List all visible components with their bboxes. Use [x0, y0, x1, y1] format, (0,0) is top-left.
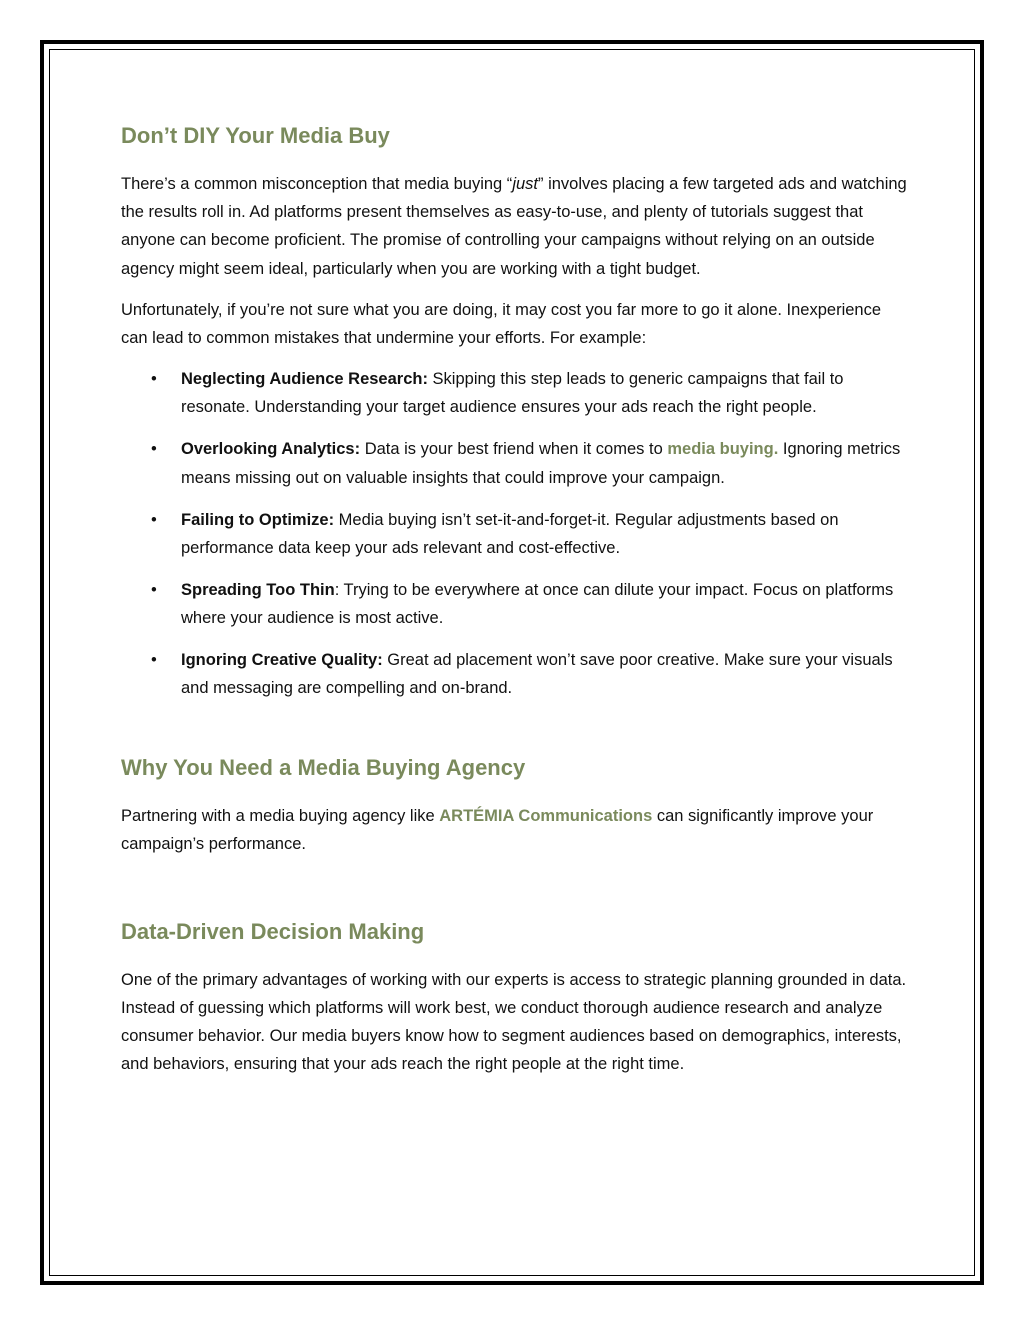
list-item	[121, 365, 911, 421]
bullet-icon: •	[151, 580, 157, 599]
paragraph-data-driven: One of the primary advantages of working with our experts is access to strategic planning grounded in data. Instead of guessing which platforms will work best, we conduct thorough audience research and analyze consumer behavior. Our media buyers know how to segment audiences based on demographics, interests, and behaviors, ensuring that your ads reach the right people at the right time.	[121, 970, 907, 1074]
mistakes-list	[121, 365, 911, 702]
list-item	[121, 506, 911, 562]
heading-dont-diy: Don’t DIY Your Media Buy	[121, 123, 390, 148]
paragraph-unfortunately: Unfortunately, if you’re not sure what you are doing, it may cost you far more to go it alone. Inexperience can lead to common mistakes that undermine your efforts. For example:	[121, 300, 882, 348]
bullet-icon: •	[151, 370, 157, 389]
list-item-title: Ignoring Creative Quality:	[181, 651, 383, 670]
list-item-text: Ignoring metrics means missing out on valuable insights that could improve your campaign.	[181, 440, 901, 487]
list-item-title: Spreading Too Thin	[181, 580, 335, 599]
bullet-icon: •	[151, 440, 157, 459]
heading-why-agency: Why You Need a Media Buying Agency	[121, 755, 526, 781]
bullet-icon: •	[151, 651, 157, 670]
list-item-text: : Trying to be everywhere at once can dilute your impact. Focus on platforms where your audience is most active.	[181, 580, 894, 628]
list-item-text: Data is your best friend when it comes to	[360, 440, 668, 459]
bullet-icon: •	[151, 510, 157, 529]
paragraph-partnering: Partnering with a media buying agency like ARTÉMIA Communications can significantly improve your campaign’s performance.	[121, 807, 874, 854]
media-buying-link[interactable]: media buying.	[667, 440, 779, 459]
paragraph-misconception: There’s a common misconception that media buying “just” involves placing a few targeted ads and watching the results roll in. Ad platforms present themselves as easy-to-use, and plenty of tutorials suggest that anyone can become proficient. The promise of controlling your campaigns without relying on an outside agency might seem ideal, particularly when you are working with a tight budget.	[121, 175, 907, 278]
list-item-title: Overlooking Analytics:	[181, 440, 361, 459]
list-item-title: Neglecting Audience Research:	[181, 370, 428, 389]
heading-data-driven: Data-Driven Decision Making	[121, 918, 425, 944]
list-item-title: Failing to Optimize:	[181, 510, 335, 529]
document-body	[121, 118, 911, 1078]
list-item-text: Media buying isn’t set-it-and-forget-it. Regular adjustments based on performance data keep your ads relevant and cost-effective.	[181, 510, 839, 557]
artemia-link[interactable]: ARTÉMIA Communications	[439, 807, 653, 826]
list-item-text: Skipping this step leads to generic campaigns that fail to resonate. Understanding your target audience ensures your ads reach the right people.	[181, 370, 844, 417]
list-item-text: Great ad placement won’t save poor creative. Make sure your visuals and messaging are compelling and on-brand.	[181, 651, 893, 698]
list-item	[121, 435, 911, 491]
emphasis-just: just	[512, 175, 538, 193]
list-item	[121, 646, 911, 702]
list-item	[121, 576, 911, 632]
